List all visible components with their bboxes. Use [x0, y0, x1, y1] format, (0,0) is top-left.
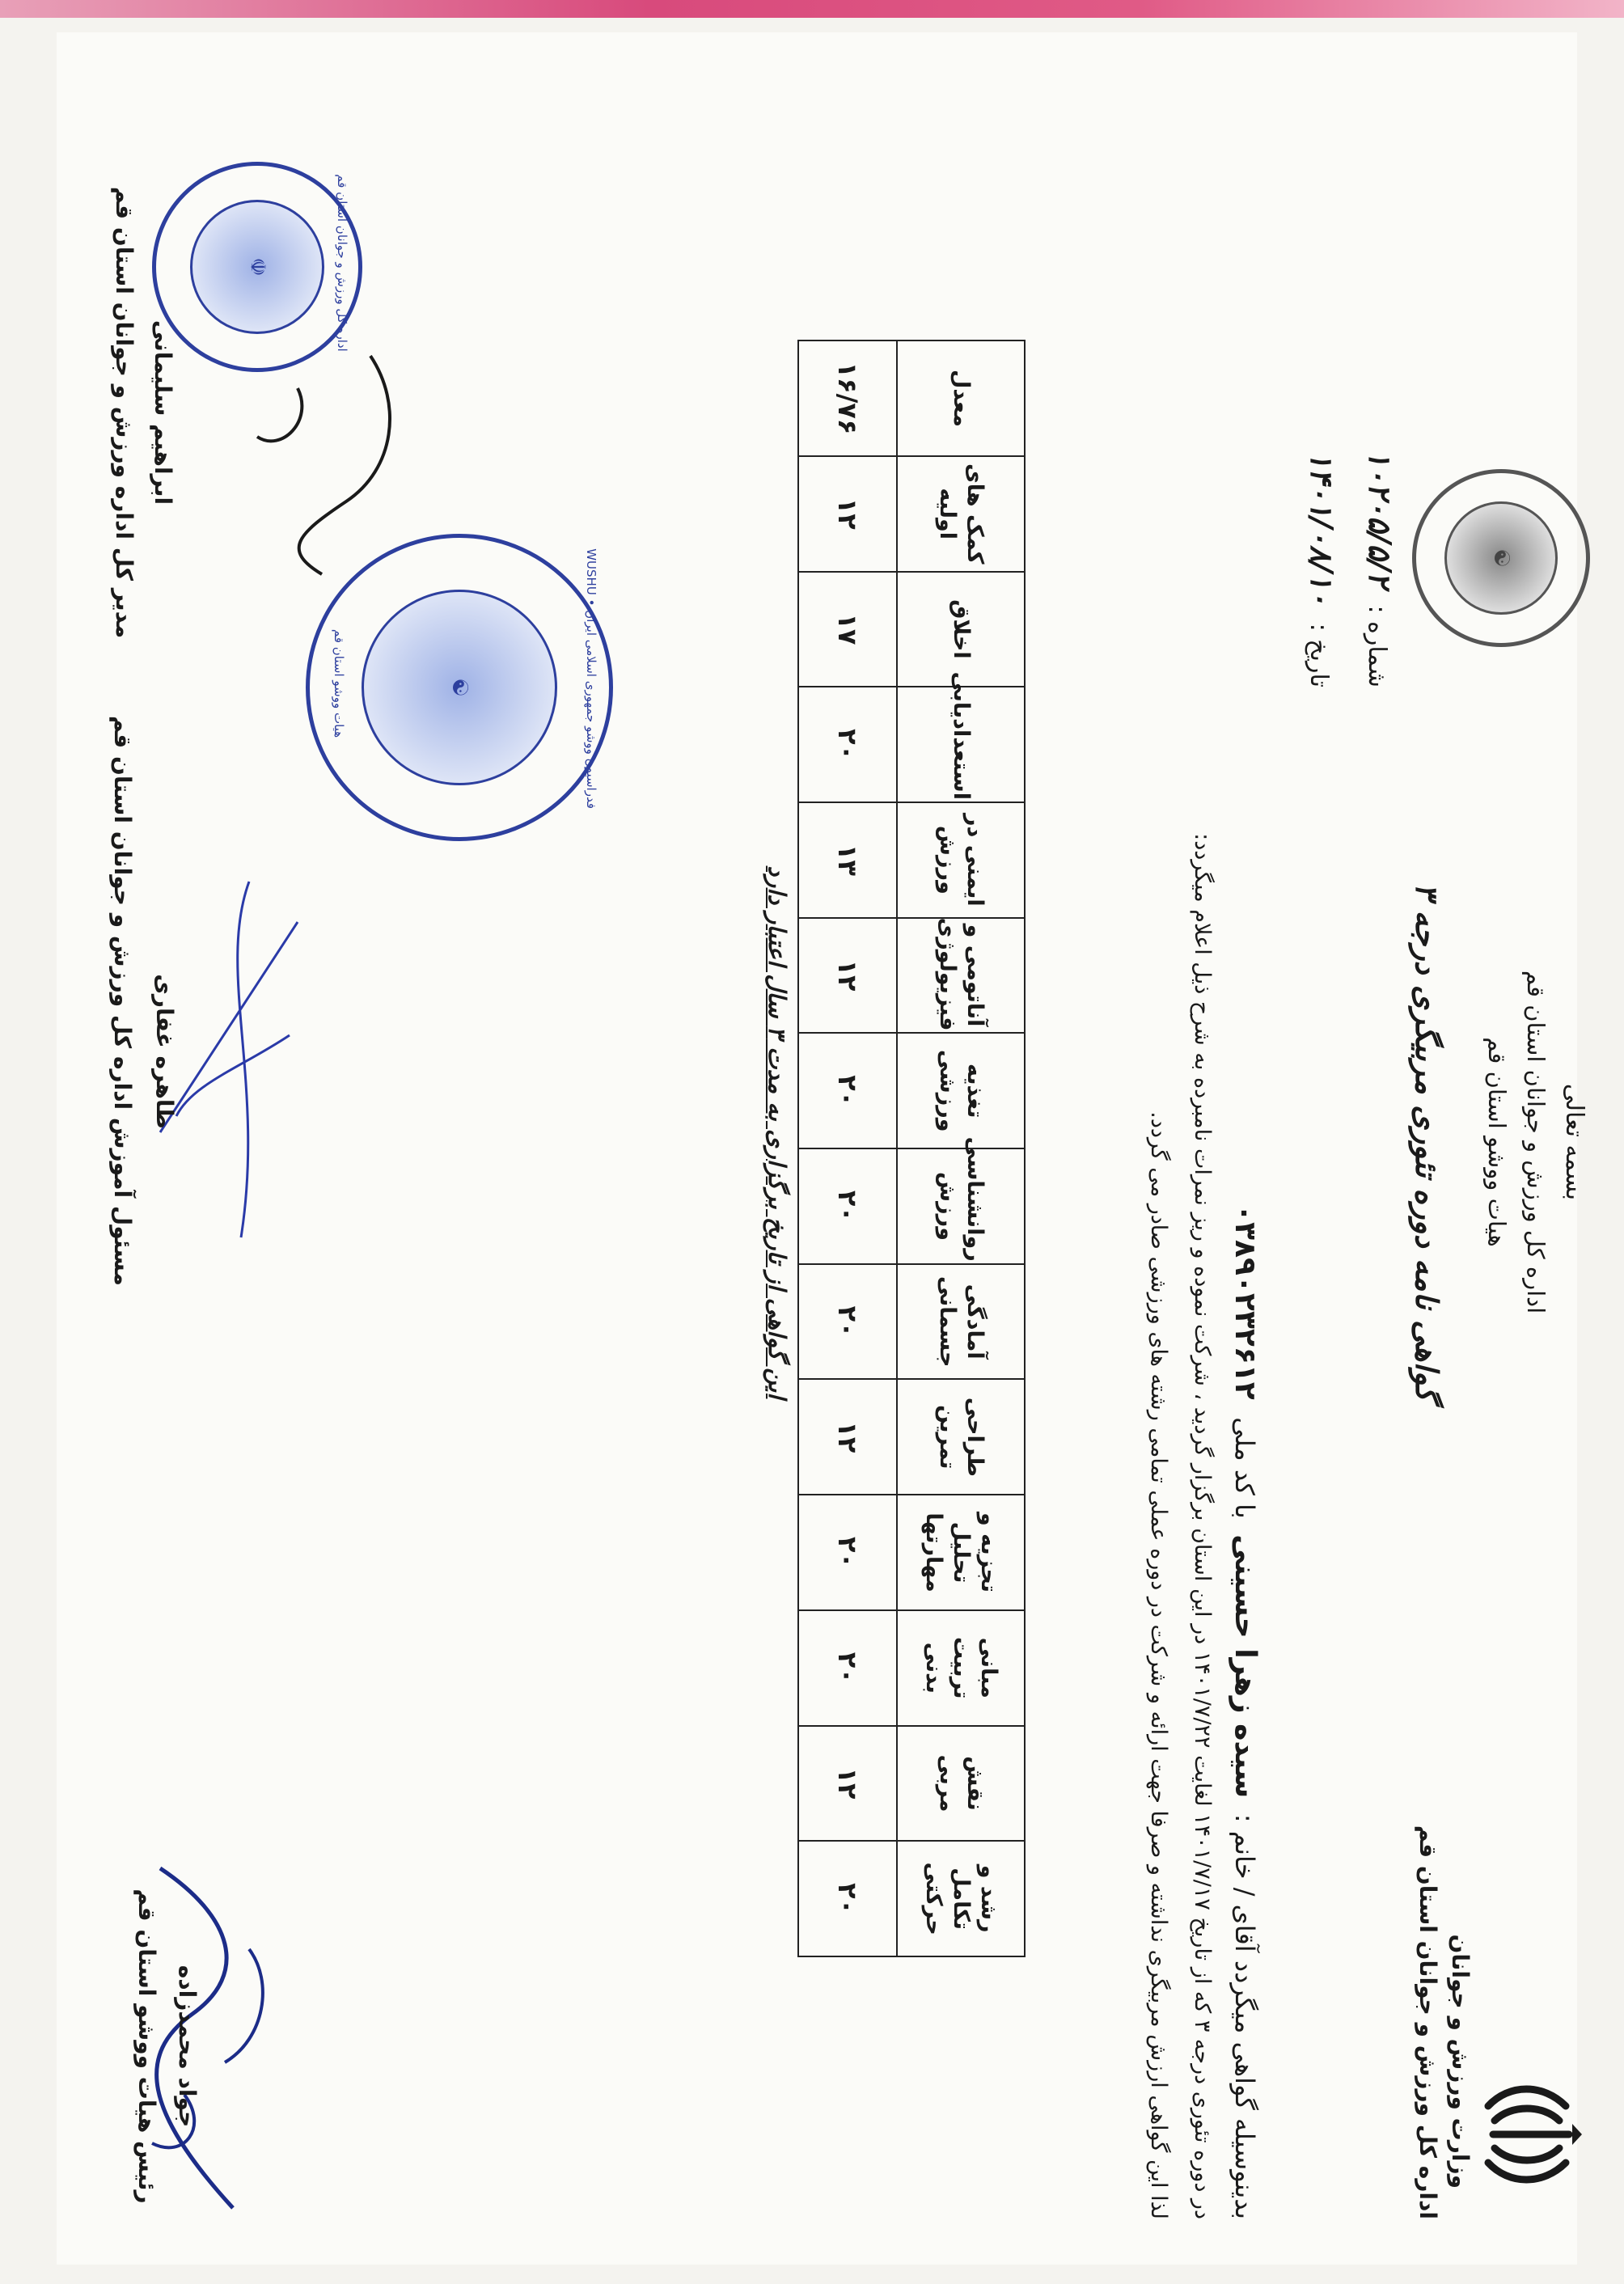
grade-header: آناتومی و فیزیولوژی	[897, 918, 1025, 1034]
number-value: ۱۰۲۰۵/۵/۲	[1362, 450, 1398, 588]
grade-value: ۲۰	[798, 1610, 897, 1726]
grade-header: تجزیه و تحلیل مهارتها	[897, 1495, 1025, 1610]
grade-header: کمک های اولیه	[897, 456, 1025, 572]
org-line2: هیات ووشو استان قم	[1483, 1037, 1511, 1247]
sig2-title: مسئول آموزش اداره کل ورزش و جوانان استان قم	[109, 715, 136, 1286]
grade-value-average: ۱۶/۷۶	[798, 340, 897, 456]
certificate-title: گواهی نامه دوره تئوری مربیگری درجه ۳	[1409, 882, 1444, 1402]
grades-value-row	[798, 340, 897, 1956]
federation-logo-icon: ☯	[1444, 501, 1558, 615]
person-name: سیده زهرا حسینی	[1229, 1534, 1262, 1799]
org-line1: اداره کل ورزش و جوانان استان قم	[1522, 970, 1550, 1314]
grade-header: تغذیه ورزشی	[897, 1033, 1025, 1148]
sig1-name: جواد محمدزاده	[174, 1965, 201, 2128]
body-line1	[1229, 440, 1262, 2219]
date-value: ۱۴۰۱/۰۸/۱۰	[1304, 451, 1339, 607]
grade-header: اخلاق	[897, 572, 1025, 687]
federation-logo-seal	[1412, 469, 1590, 647]
grade-value: ۲۰	[798, 687, 897, 802]
grade-value: ۱۷	[798, 572, 897, 687]
ministry-line2: اداره کل ورزش و جوانان استان قم	[1415, 1825, 1441, 2219]
grade-header: رشد و تکامل حرکتی	[897, 1841, 1025, 1956]
grade-value: ۱۲	[798, 1379, 897, 1495]
grade-value: ۲۰	[798, 1841, 897, 1956]
sig3-title: مدیر کل اداره ورزش و جوانان استان قم	[111, 186, 137, 639]
grade-header: مبانی تربیت بدنی	[897, 1610, 1025, 1726]
grade-header: استعدادیابی	[897, 687, 1025, 802]
body-line2: در دوره تئوری درجه ۳ که از تاریخ ۱۴۰۱/۷/۱۷ لغایت ۱۴۰۱/۷/۲۲ در این استان برگزار گردید ، شرکت نموده و ریز نمرات نامبرده به شرح ذیل اعلام میگردد:	[1190, 833, 1215, 2219]
validity-note: این گواهی از تاریخ برگزاری به مدت ۳ سال اعتبار دارد	[763, 865, 791, 1399]
grade-value: ۲۰	[798, 1033, 897, 1148]
basmala: بسمه تعالی	[1560, 1083, 1588, 1201]
grade-value: ۱۲	[798, 456, 897, 572]
number-label: شماره :	[1363, 605, 1391, 687]
ministry-seal-icon: ☫	[190, 200, 324, 334]
ministry-line1: وزارت ورزش و جوانان	[1447, 1934, 1474, 2189]
grade-value: ۲۰	[798, 1495, 897, 1610]
grade-header: معدل	[897, 340, 1025, 456]
date-label: تاریخ :	[1305, 623, 1333, 687]
grades-header-row	[897, 340, 1025, 1956]
body-line3: لذا این گواهی ارزش مربیگری نداشته و صرفا جهت ارائه و شرکت در دوره عملی تمامی رشته های ورزشی صادر می گردد.	[1146, 1111, 1171, 2219]
date-row	[1304, 421, 1339, 687]
director-seal-ring: اداره کل ورزش و جوانان استان قم	[335, 174, 349, 352]
body-line1-prefix: بدینوسیله گواهی میگردد آقای / خانم :	[1229, 1813, 1260, 2219]
grade-header: نقش مربی	[897, 1726, 1025, 1842]
sig1-title: رئیس هیات ووشو استان قم	[133, 1889, 160, 2204]
grade-value: ۱۳	[798, 802, 897, 918]
grade-header: ایمنی در ورزش	[897, 802, 1025, 918]
wushu-seal-icon: ☯	[362, 590, 558, 786]
sig2-name: طاهره غفاری	[151, 974, 178, 1129]
national-code: ۰۳۸۹۰۲۳۲۶۱۲	[1229, 1204, 1262, 1400]
iran-emblem-icon	[1478, 2074, 1584, 2195]
grade-header: آمادگی جسمانی	[897, 1264, 1025, 1380]
center-seal-ring: فدراسیون ووشو جمهوری اسلامی ایران • WUSHU	[584, 548, 598, 809]
grade-value: ۲۰	[798, 1148, 897, 1264]
center-seal-label: هیات ووشو استان قم	[332, 628, 346, 738]
number-row	[1362, 421, 1398, 687]
sig3-name: ابراهیم سلیمانی	[150, 319, 176, 505]
grade-header: روانشناسی ورزش	[897, 1148, 1025, 1264]
grades-table	[797, 340, 1026, 1957]
grade-value: ۱۲	[798, 918, 897, 1034]
grade-value: ۱۲	[798, 1726, 897, 1842]
handwritten-signature-3	[241, 340, 419, 582]
national-code-label: با کد ملی	[1229, 1417, 1260, 1519]
grade-value: ۲۰	[798, 1264, 897, 1380]
grade-header: طراحی تمرین	[897, 1379, 1025, 1495]
